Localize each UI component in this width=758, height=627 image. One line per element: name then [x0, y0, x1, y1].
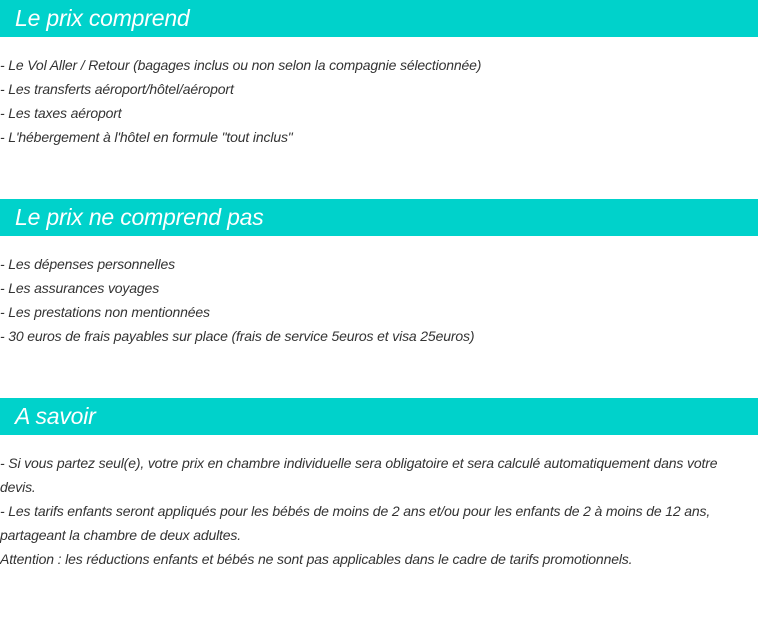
not-included-list	[0, 252, 758, 348]
list-item: - Les transferts aéroport/hôtel/aéroport	[0, 81, 234, 97]
good-to-know-list	[0, 451, 758, 571]
list-item: - Si vous partez seul(e), votre prix en chambre individuelle sera obligatoire et sera calculé automatiquement dans votre devis.	[0, 455, 718, 495]
list-item: - Les assurances voyages	[0, 280, 160, 296]
list-item: - L'hébergement à l'hôtel en formule "tout inclus"	[0, 129, 293, 145]
section-title: Le prix comprend	[15, 5, 190, 31]
section-title: Le prix ne comprend pas	[15, 204, 264, 230]
section-header-good-to-know	[0, 398, 758, 435]
section-header-not-included	[0, 199, 758, 236]
included-list	[0, 53, 758, 149]
list-item: - Les tarifs enfants seront appliqués pour les bébés de moins de 2 ans et/ou pour les enfants de 2 à moins de 12 ans, partageant la chambre de deux adultes.	[0, 503, 711, 543]
section-header-included	[0, 0, 758, 37]
attention-note: Attention : les réductions enfants et bébés ne sont pas applicables dans le cadre de tarifs promotionnels.	[0, 551, 633, 567]
list-item: - Les prestations non mentionnées	[0, 304, 210, 320]
list-item: - Les taxes aéroport	[0, 105, 122, 121]
list-item: - 30 euros de frais payables sur place (frais de service 5euros et visa 25euros)	[0, 328, 475, 344]
list-item: - Le Vol Aller / Retour (bagages inclus ou non selon la compagnie sélectionnée)	[0, 57, 482, 73]
section-title: A savoir	[15, 403, 96, 429]
list-item: - Les dépenses personnelles	[0, 256, 175, 272]
